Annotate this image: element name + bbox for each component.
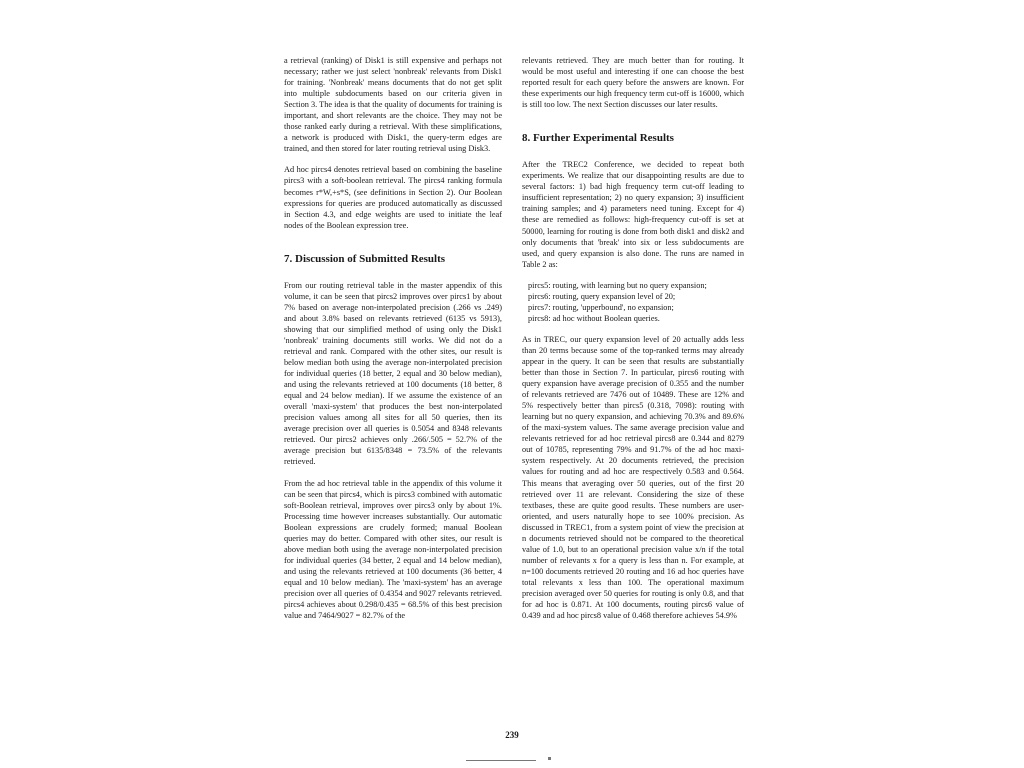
list-item: pircs6: routing, query expansion level of 20; [528, 291, 676, 301]
left-column [284, 55, 502, 631]
section-heading: 8. Further Experimental Results [522, 132, 674, 145]
paragraph: relevants retrieved. They are much better than for routing. It would be most useful and interesting if one can choose the best reported result for each query before the answers are known. For these experiments our high frequency term cut-off is 16000, which is still too low. The next Section discusses our later results. [522, 56, 744, 110]
paragraph: After the TREC2 Conference, we decided to repeat both experiments. We realize that our disappointing results are due to several factors: 1) bad high frequency term cut-off leading to insufficient representation; 2) no query expansion; 3) insufficient training samples; and 4) parameters need tuning. Except for 4) these are remedied as follows: high-frequency cut-off is set at 50000, learning for routing is done from both disk1 and disk2 and only documents that 'break' into six or less subdocuments are used, and query expansion is also done. The runs are named in Table 2 as: [522, 160, 744, 269]
right-column [522, 55, 744, 631]
paragraph: From our routing retrieval table in the master appendix of this volume, it can be seen that pircs2 improves over pircs1 by about 7% based on average non-interpolated precision (.266 vs .249) and about 3.8% based on relevants retrieved (6135 vs 5913), showing that our simplified method of using only the Disk1 'nonbreak' training documents still works. We did not do a retrieval and rank. Compared with the other sites, our result is below median both using the average non-interpolated precision for individual queries (18 better, 2 equal and 30 below median), and using the relevants retrieved at 100 documents (18 better, 8 equal and 24 below median). If we assume the existence of an overall 'maxi-system' that produces the best non-interpolated precision values among all sites for all 50 queries, then its average precision over all queries is 0.5054 and 8348 relevants retrieved. Our pircs2 achieves only .266/.505 = 52.7% of the average precision but 6135/8348 = 73.5% of the relevants retrieved. [284, 280, 502, 467]
section-heading: 7. Discussion of Submitted Results [284, 252, 446, 265]
list-item: pircs8: ad hoc without Boolean queries. [528, 313, 660, 323]
run-list [528, 280, 744, 324]
paragraph: As in TREC, our query expansion level of 20 actually adds less than 20 terms because some of the top-ranked terms may already appear in the query. It can be seen that results are substantially better than those in Section 7. In particular, pircs6 routing with query expansion have average precision of 0.355 and the number of relevants retrieved are 7476 out of 10489. These are 12% and 5% respectively better than pircs5 (0.318, 7098): routing with learning but no query expansion, and achieving 70.3% and 89.6% of the maxi-system values. The same average precision value and relevants retrieved for ad hoc retrieval pircs8 are 0.344 and 8279 out of 10785, representing 79% and 91.7% of the ad hoc maxi-system respectively. At 20 documents retrieved, the precision values for routing and ad hoc are respectively 0.583 and 0.564. This means that averaging over 50 queries, out of the first 20 retrieved over 11 are relevant. Considering the size of these textbases, these are quite good results. These numbers are user-oriented, and users naturally hope to see 100% precision. As discussed in TREC1, from a system point of view the precision at n documents retrieved should not be compared to the theoretical value of 1.0, but to an operational precision value x/n if the total number of relevants x for a query is less than n. For example, at n=100 documents retrieved 20 routing and 16 ad hoc queries have total relevants x less than 100. The operational maximum precision averaged over 50 queries for routing is only 0.8, and that for ad hoc is 0.871. At 100 documents, routing pircs6 value of 0.439 and ad hoc pircs8 value of 0.468 therefore achieves 54.9% [522, 334, 744, 621]
paragraph: a retrieval (ranking) of Disk1 is still expensive and perhaps not necessary; rather we just select 'nonbreak' relevants from Disk1 for training. 'Nonbreak' means documents that do not get split into multiple subdocuments based on our criteria given in Section 3. The idea is that the quality of documents for training is important, and short relevants are the choice. They may not be those ranked early during a retrieval. With these simplifications, a network is produced with Disk1, the query-term edges are trained, and then stored for later routing retrieval using Disk3. [284, 56, 502, 154]
bottom-rule [466, 760, 536, 761]
bottom-mark [548, 757, 551, 760]
paragraph: From the ad hoc retrieval table in the appendix of this volume it can be seen that pircs4, which is pircs3 combined with automatic soft-Boolean retrieval, improves over pircs3 only by about 1%. Processing time however increases substantially. Our automatic Boolean expressions are crudely formed; manual Boolean queries may do better. Compared with other sites, our result is above median both using the average non-interpolated precision for individual queries (34 better, 2 equal and 14 below median), and using the relevants retrieved at 100 documents (36 better, 4 equal and 10 below median). The 'maxi-system' has an average precision over all queries of 0.4354 and 9027 relevants retrieved. pircs4 achieves about 0.298/0.435 = 68.5% of this best precision value and 7464/9027 = 82.7% of the [284, 478, 502, 621]
list-item: pircs7: routing, 'upperbound', no expansion; [528, 302, 674, 312]
list-item: pircs5: routing, with learning but no query expansion; [528, 280, 707, 290]
page-number: 239 [505, 730, 519, 740]
paragraph: Ad hoc pircs4 denotes retrieval based on combining the baseline pircs3 with a soft-boolean retrieval. The pircs4 ranking formula becomes r*W,+s*S, (see definitions in Section 2). Our Boolean expressions for queries are produced automatically as discussed in Section 4.3, and edge weights are used to initiate the leaf nodes of the Boolean expression tree. [284, 165, 502, 230]
